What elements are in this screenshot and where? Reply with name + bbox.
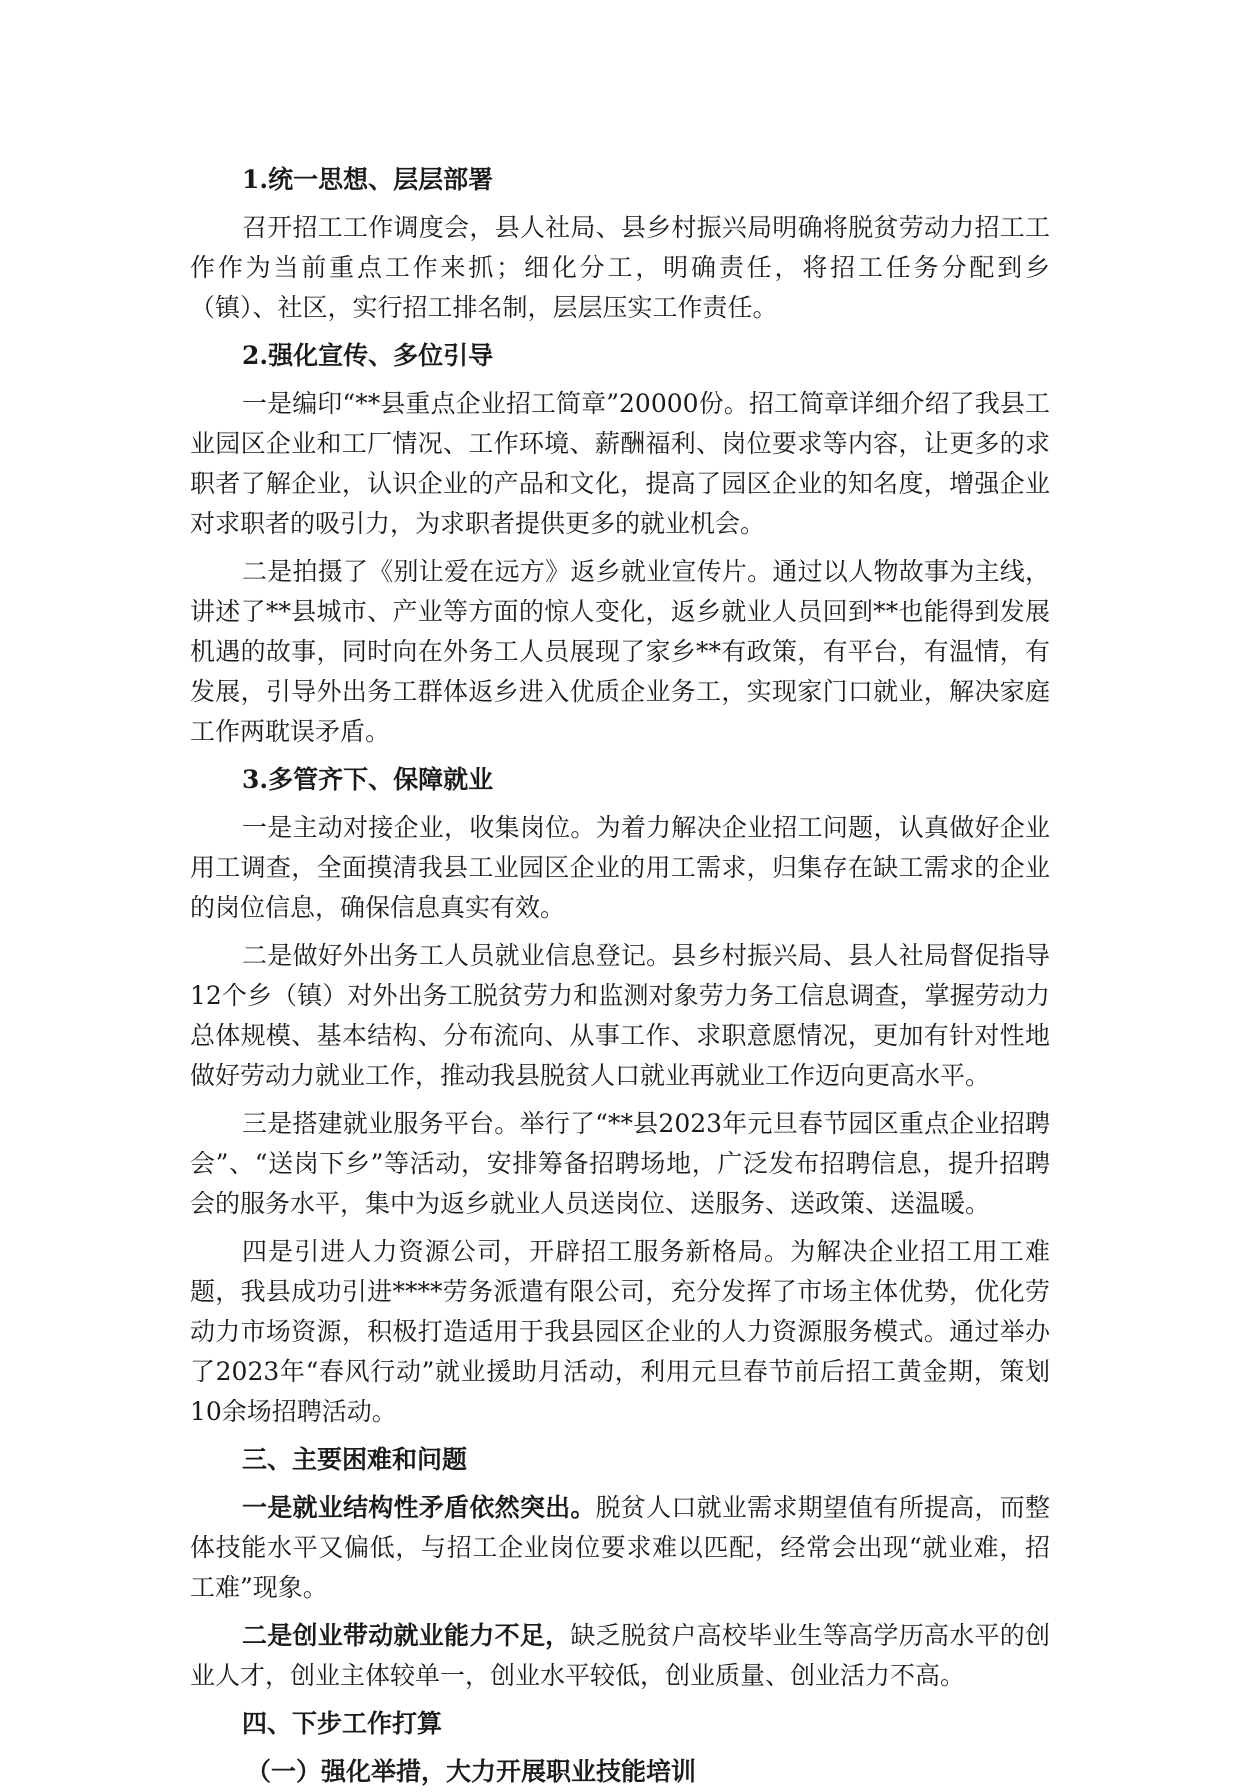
paragraph: 一是主动对接企业，收集岗位。为着力解决企业招工问题，认真做好企业用工调查，全面摸清我县工业园区企业的用工需求，归集存在缺工需求的企业的岗位信息，确保信息真实有效。 (190, 813, 1050, 922)
paragraph: 三是搭建就业服务平台。举行了“**县2023年元旦春节园区重点企业招聘会”、“送岗下乡”等活动，安排筹备招聘场地，广泛发布招聘信息，提升招聘会的服务水平，集中为返乡就业人员送岗位、送服务、送政策、送温暖。 (190, 1109, 1050, 1218)
paragraph-body: 脱贫人口就业需求期望值有所提高，而整体技能水平又偏低，与招工企业岗位要求难以匹配，经常会出现“就业难，招工难”现象。 (190, 1493, 1050, 1602)
paragraph (190, 1488, 1050, 1608)
paragraph: 四是引进人力资源公司，开辟招工服务新格局。为解决企业招工用工难题，我县成功引进****劳务派遣有限公司，充分发挥了市场主体优势，优化劳动力市场资源，积极打造适用于我县园区企业的人力资源服务模式。通过举办了2023年“春风行动”就业援助月活动，利用元旦春节前后招工黄金期，策划10余场招聘活动。 (190, 1237, 1050, 1426)
section-heading-difficulties: 三、主要困难和问题 (242, 1445, 468, 1474)
paragraph: 一是编印“**县重点企业招工简章”20000份。招工简章详细介绍了我县工业园区企业和工厂情况、工作环境、薪酬福利、岗位要求等内容，让更多的求职者了解企业，认识企业的产品和文化，提高了园区企业的知名度，增强企业对求职者的吸引力，为求职者提供更多的就业机会。 (190, 389, 1050, 538)
subsection-heading-training: （一）强化举措，大力开展职业技能培训 (246, 1757, 697, 1786)
paragraph-lead: 二是创业带动就业能力不足， (242, 1621, 571, 1650)
section-heading-multi-measures: 3.多管齐下、保障就业 (242, 765, 494, 794)
paragraph: 二是拍摄了《别让爱在远方》返乡就业宣传片。通过以人物故事为主线，讲述了**县城市、产业等方面的惊人变化，返乡就业人员回到**也能得到发展机遇的故事，同时向在外务工人员展现了家乡**有政策，有平台，有温情，有发展，引导外出务工群体返乡进入优质企业务工，实现家门口就业，解决家庭工作两耽误矛盾。 (190, 557, 1050, 746)
paragraph-body: 缺乏脱贫户高校毕业生等高学历高水平的创业人才，创业主体较单一，创业水平较低，创业质量、创业活力不高。 (190, 1621, 1050, 1690)
paragraph: 二是做好外出务工人员就业信息登记。县乡村振兴局、县人社局督促指导12个乡（镇）对外出务工脱贫劳力和监测对象劳力务工信息调查，掌握劳动力总体规模、基本结构、分布流向、从事工作、求职意愿情况，更加有针对性地做好劳动力就业工作，推动我县脱贫人口就业再就业工作迈向更高水平。 (190, 941, 1050, 1090)
section-heading-next-steps: 四、下步工作打算 (242, 1709, 443, 1738)
section-heading-unify-thinking: 1.统一思想、层层部署 (242, 165, 494, 194)
paragraph: 召开招工工作调度会，县人社局、县乡村振兴局明确将脱贫劳动力招工工作作为当前重点工作来抓；细化分工，明确责任，将招工任务分配到乡（镇）、社区，实行招工排名制，层层压实工作责任。 (190, 213, 1050, 322)
paragraph (190, 1616, 1050, 1696)
section-heading-publicity: 2.强化宣传、多位引导 (242, 341, 494, 370)
paragraph-lead: 一是就业结构性矛盾依然突出。 (242, 1493, 596, 1522)
